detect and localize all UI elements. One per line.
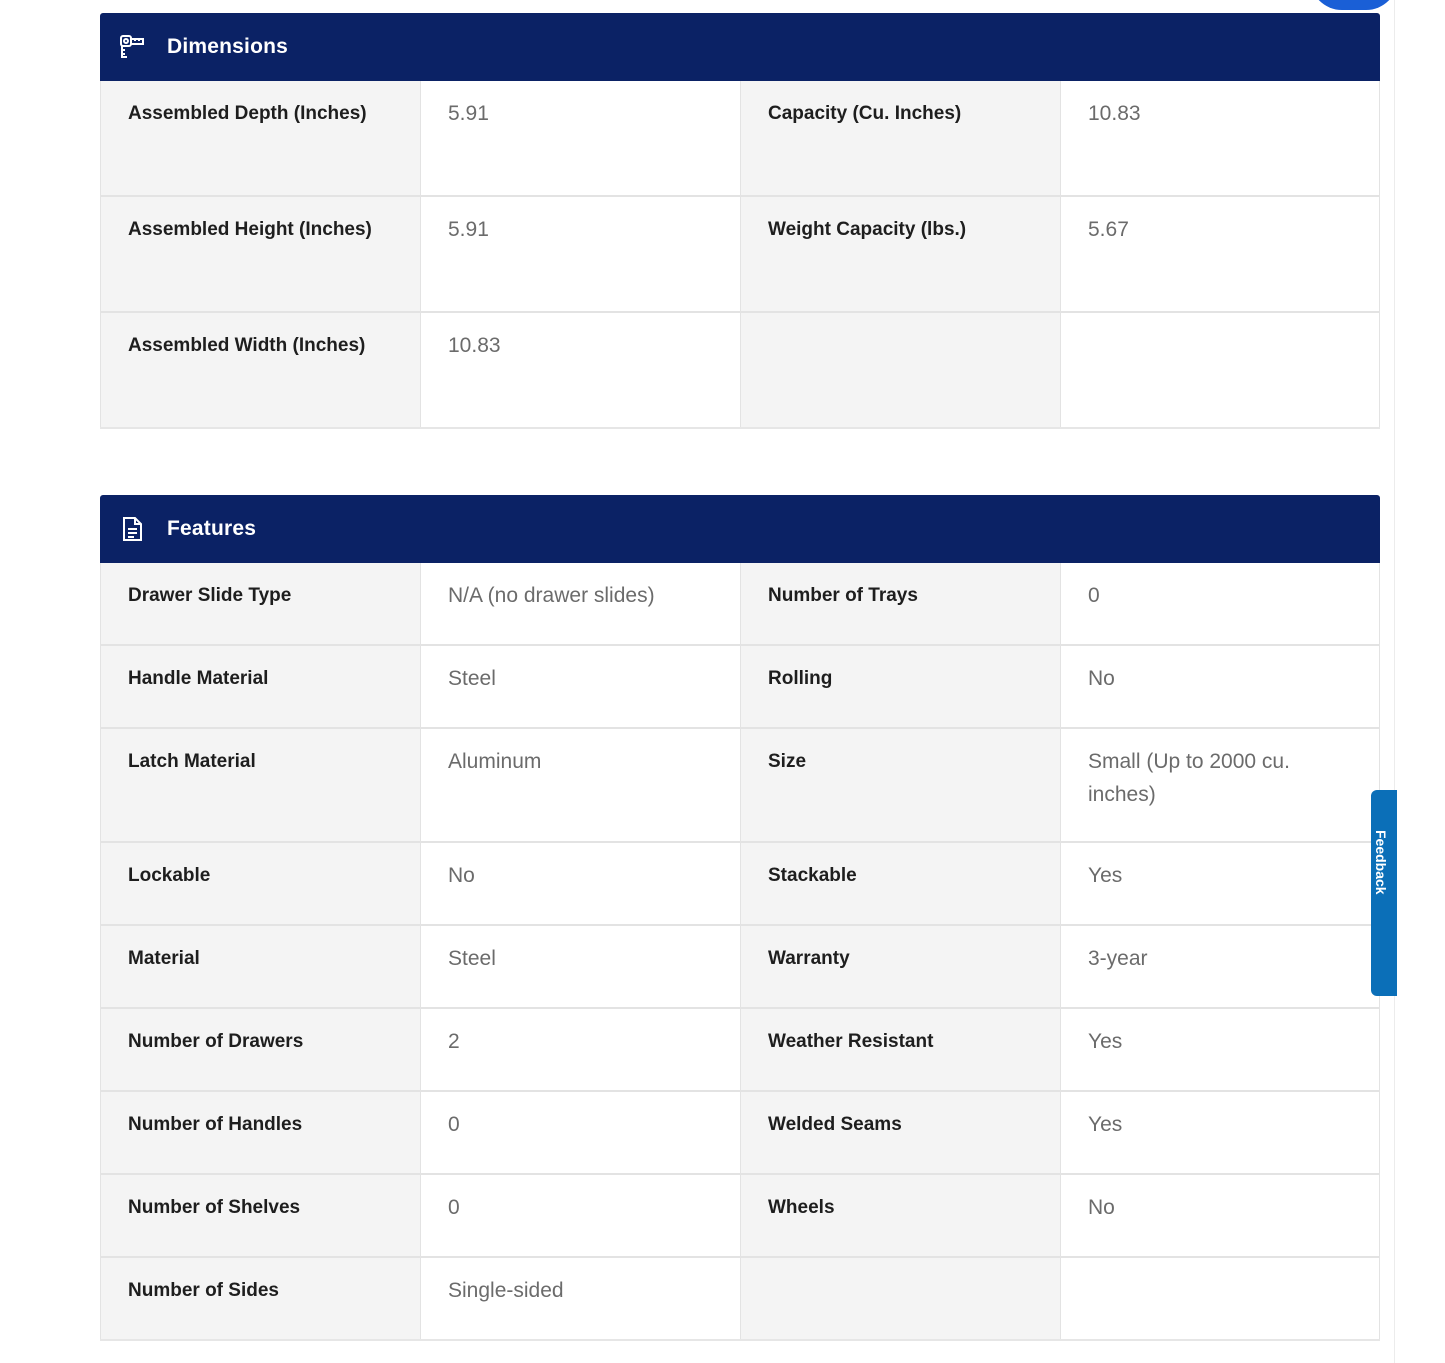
spec-label-empty (740, 1258, 1060, 1339)
spec-label: Assembled Depth (Inches) (100, 81, 420, 195)
spec-value: Yes (1060, 1009, 1380, 1090)
spec-row (100, 563, 1380, 646)
spec-row (100, 926, 1380, 1009)
page-edge (1394, 0, 1395, 1363)
spec-label: Drawer Slide Type (100, 563, 420, 644)
spec-label: Welded Seams (740, 1092, 1060, 1173)
spec-row (100, 729, 1380, 843)
spec-row (100, 81, 1380, 197)
spec-label: Assembled Height (Inches) (100, 197, 420, 311)
spec-label: Rolling (740, 646, 1060, 727)
spec-label: Number of Handles (100, 1092, 420, 1173)
spec-value: No (1060, 1175, 1380, 1256)
spec-row (100, 1009, 1380, 1092)
features-section (100, 495, 1380, 1341)
spec-label: Number of Trays (740, 563, 1060, 644)
spec-label-empty (740, 313, 1060, 427)
features-title: Features (167, 517, 257, 540)
spec-value: 5.67 (1060, 197, 1380, 311)
spec-value-empty (1060, 1258, 1380, 1339)
spec-value: 3-year (1060, 926, 1380, 1007)
spec-value: No (1060, 646, 1380, 727)
spec-label: Latch Material (100, 729, 420, 841)
spec-value: Steel (420, 926, 740, 1007)
dimensions-title: Dimensions (167, 35, 289, 58)
spec-value: Aluminum (420, 729, 740, 841)
spec-value: Steel (420, 646, 740, 727)
spec-label: Stackable (740, 843, 1060, 924)
spec-label: Warranty (740, 926, 1060, 1007)
spec-row (100, 646, 1380, 729)
dimensions-header (100, 13, 1380, 81)
spec-value: 10.83 (1060, 81, 1380, 195)
spec-value: 5.91 (420, 197, 740, 311)
floating-action-button[interactable] (1310, 0, 1398, 10)
spec-value: 0 (420, 1092, 740, 1173)
spec-label: Number of Shelves (100, 1175, 420, 1256)
spec-row (100, 1092, 1380, 1175)
feedback-tab-label: Feedback (1373, 830, 1389, 895)
spec-value: 0 (1060, 563, 1380, 644)
feedback-tab[interactable] (1371, 790, 1397, 996)
document-icon (118, 515, 146, 543)
spec-value: 2 (420, 1009, 740, 1090)
spec-value: Yes (1060, 843, 1380, 924)
spec-label: Assembled Width (Inches) (100, 313, 420, 427)
spec-value: Single-sided (420, 1258, 740, 1339)
spec-row (100, 1258, 1380, 1341)
tape-measure-icon (118, 33, 146, 61)
spec-row (100, 843, 1380, 926)
spec-label: Lockable (100, 843, 420, 924)
spec-value-empty (1060, 313, 1380, 427)
dimensions-section (100, 13, 1380, 429)
spec-label: Number of Sides (100, 1258, 420, 1339)
spec-label: Material (100, 926, 420, 1007)
spec-label: Weather Resistant (740, 1009, 1060, 1090)
spec-label: Number of Drawers (100, 1009, 420, 1090)
spec-label: Weight Capacity (lbs.) (740, 197, 1060, 311)
spec-value: Small (Up to 2000 cu. inches) (1060, 729, 1380, 841)
spec-value: Yes (1060, 1092, 1380, 1173)
spec-label: Wheels (740, 1175, 1060, 1256)
features-header (100, 495, 1380, 563)
spec-value: 5.91 (420, 81, 740, 195)
spec-value: 10.83 (420, 313, 740, 427)
spec-label: Size (740, 729, 1060, 841)
spec-row (100, 313, 1380, 429)
spec-row (100, 1175, 1380, 1258)
spec-label: Handle Material (100, 646, 420, 727)
spec-value: N/A (no drawer slides) (420, 563, 740, 644)
spec-row (100, 197, 1380, 313)
spec-value: No (420, 843, 740, 924)
spec-label: Capacity (Cu. Inches) (740, 81, 1060, 195)
spec-value: 0 (420, 1175, 740, 1256)
